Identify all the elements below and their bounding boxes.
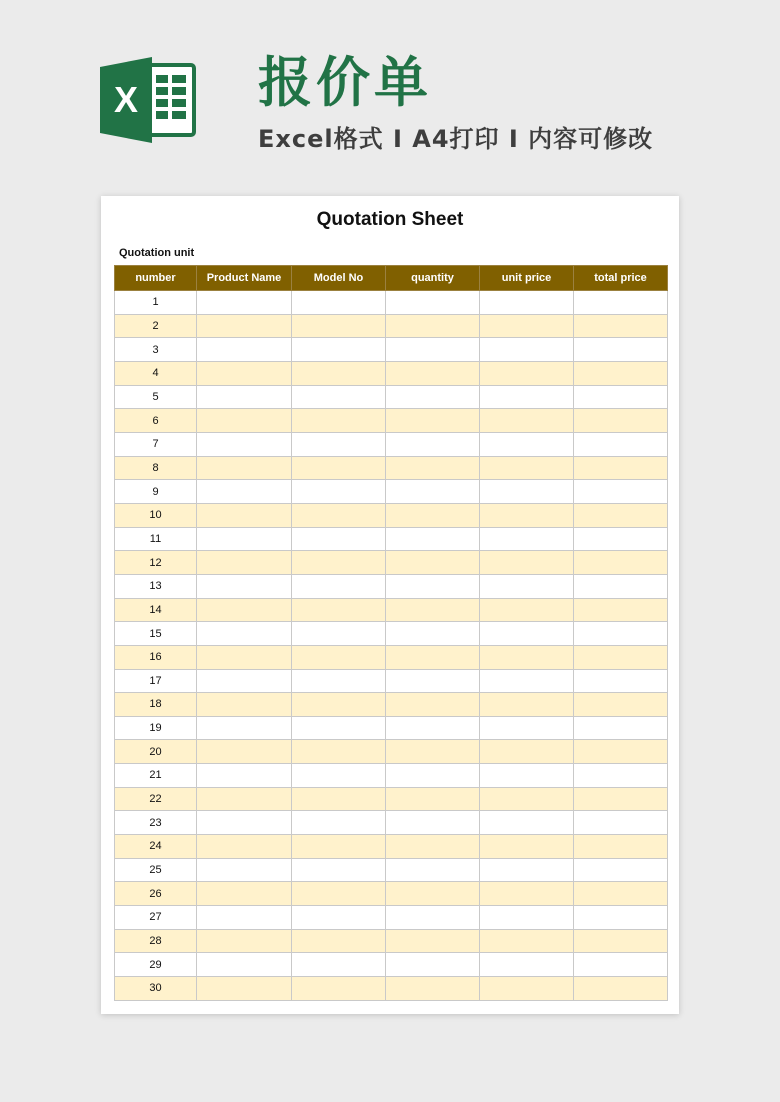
quantity-cell[interactable] (386, 693, 480, 717)
total-price-cell[interactable] (574, 645, 668, 669)
model-no-cell[interactable] (292, 291, 386, 315)
row-number-cell: 11 (115, 527, 197, 551)
model-no-cell[interactable] (292, 953, 386, 977)
unit-price-cell[interactable] (480, 858, 574, 882)
quantity-cell[interactable] (386, 764, 480, 788)
banner-title: 报价单 (258, 51, 432, 114)
excel-logo-icon (100, 57, 196, 143)
product-name-cell[interactable] (197, 551, 292, 575)
quantity-cell[interactable] (386, 598, 480, 622)
column-header-number: number (115, 266, 197, 291)
model-no-cell[interactable] (292, 361, 386, 385)
model-no-cell[interactable] (292, 835, 386, 859)
product-name-cell[interactable] (197, 409, 292, 433)
model-no-cell[interactable] (292, 740, 386, 764)
product-name-cell[interactable] (197, 693, 292, 717)
product-name-cell[interactable] (197, 432, 292, 456)
quantity-cell[interactable] (386, 409, 480, 433)
model-no-cell[interactable] (292, 409, 386, 433)
product-name-cell[interactable] (197, 977, 292, 1001)
row-number-cell: 15 (115, 622, 197, 646)
table-row (115, 929, 668, 953)
row-number-cell: 8 (115, 456, 197, 480)
table-row (115, 574, 668, 598)
banner-subtitle: Excel格式 I A4打印 I 内容可修改 (258, 125, 654, 153)
quantity-cell[interactable] (386, 835, 480, 859)
table-row (115, 291, 668, 315)
product-name-cell[interactable] (197, 622, 292, 646)
table-row (115, 338, 668, 362)
row-number-cell: 16 (115, 645, 197, 669)
product-name-cell[interactable] (197, 929, 292, 953)
row-number-cell: 18 (115, 693, 197, 717)
model-no-cell[interactable] (292, 929, 386, 953)
row-number-cell: 17 (115, 669, 197, 693)
row-number-cell: 23 (115, 811, 197, 835)
unit-price-cell[interactable] (480, 645, 574, 669)
table-row (115, 906, 668, 930)
table-row (115, 314, 668, 338)
model-no-cell[interactable] (292, 338, 386, 362)
product-name-cell[interactable] (197, 740, 292, 764)
table-row (115, 835, 668, 859)
total-price-cell[interactable] (574, 361, 668, 385)
unit-price-cell[interactable] (480, 574, 574, 598)
model-no-cell[interactable] (292, 622, 386, 646)
total-price-cell[interactable] (574, 882, 668, 906)
quotation-sheet-page (101, 196, 679, 1014)
model-no-cell[interactable] (292, 574, 386, 598)
unit-price-cell[interactable] (480, 669, 574, 693)
row-number-cell: 29 (115, 953, 197, 977)
unit-price-cell[interactable] (480, 740, 574, 764)
table-row (115, 787, 668, 811)
unit-price-cell[interactable] (480, 551, 574, 575)
table-row (115, 409, 668, 433)
quantity-cell[interactable] (386, 361, 480, 385)
row-number-cell: 13 (115, 574, 197, 598)
product-name-cell[interactable] (197, 338, 292, 362)
model-no-cell[interactable] (292, 503, 386, 527)
unit-price-cell[interactable] (480, 764, 574, 788)
total-price-cell[interactable] (574, 480, 668, 504)
total-price-cell[interactable] (574, 669, 668, 693)
quantity-cell[interactable] (386, 645, 480, 669)
total-price-cell[interactable] (574, 527, 668, 551)
quantity-cell[interactable] (386, 740, 480, 764)
total-price-cell[interactable] (574, 551, 668, 575)
model-no-cell[interactable] (292, 480, 386, 504)
quotation-table (114, 265, 668, 1001)
product-name-cell[interactable] (197, 503, 292, 527)
total-price-cell[interactable] (574, 456, 668, 480)
product-name-cell[interactable] (197, 598, 292, 622)
table-header-row (115, 266, 668, 291)
quantity-cell[interactable] (386, 291, 480, 315)
unit-price-cell[interactable] (480, 527, 574, 551)
table-row (115, 977, 668, 1001)
model-no-cell[interactable] (292, 693, 386, 717)
quantity-cell[interactable] (386, 669, 480, 693)
quantity-cell[interactable] (386, 551, 480, 575)
model-no-cell[interactable] (292, 598, 386, 622)
quantity-cell[interactable] (386, 314, 480, 338)
column-header-total-price: total price (574, 266, 668, 291)
row-number-cell: 27 (115, 906, 197, 930)
row-number-cell: 24 (115, 835, 197, 859)
row-number-cell: 21 (115, 764, 197, 788)
model-no-cell[interactable] (292, 882, 386, 906)
row-number-cell: 5 (115, 385, 197, 409)
unit-price-cell[interactable] (480, 314, 574, 338)
table-row (115, 527, 668, 551)
quantity-cell[interactable] (386, 882, 480, 906)
row-number-cell: 4 (115, 361, 197, 385)
total-price-cell[interactable] (574, 598, 668, 622)
unit-price-cell[interactable] (480, 338, 574, 362)
total-price-cell[interactable] (574, 338, 668, 362)
product-name-cell[interactable] (197, 764, 292, 788)
table-row (115, 385, 668, 409)
product-name-cell[interactable] (197, 361, 292, 385)
total-price-cell[interactable] (574, 906, 668, 930)
model-no-cell[interactable] (292, 456, 386, 480)
unit-price-cell[interactable] (480, 480, 574, 504)
model-no-cell[interactable] (292, 314, 386, 338)
quantity-cell[interactable] (386, 338, 480, 362)
table-row (115, 480, 668, 504)
table-row (115, 693, 668, 717)
unit-price-cell[interactable] (480, 906, 574, 930)
model-no-cell[interactable] (292, 527, 386, 551)
model-no-cell[interactable] (292, 645, 386, 669)
quantity-cell[interactable] (386, 811, 480, 835)
table-row (115, 858, 668, 882)
row-number-cell: 12 (115, 551, 197, 575)
model-no-cell[interactable] (292, 432, 386, 456)
table-body (115, 291, 668, 1001)
unit-price-cell[interactable] (480, 929, 574, 953)
table-row (115, 953, 668, 977)
total-price-cell[interactable] (574, 291, 668, 315)
model-no-cell[interactable] (292, 764, 386, 788)
row-number-cell: 30 (115, 977, 197, 1001)
model-no-cell[interactable] (292, 811, 386, 835)
table-row (115, 882, 668, 906)
product-name-cell[interactable] (197, 787, 292, 811)
total-price-cell[interactable] (574, 314, 668, 338)
table-row (115, 551, 668, 575)
table-row (115, 361, 668, 385)
quantity-cell[interactable] (386, 574, 480, 598)
model-no-cell[interactable] (292, 551, 386, 575)
row-number-cell: 10 (115, 503, 197, 527)
model-no-cell[interactable] (292, 787, 386, 811)
table-row (115, 811, 668, 835)
product-name-cell[interactable] (197, 906, 292, 930)
quantity-cell[interactable] (386, 977, 480, 1001)
model-no-cell[interactable] (292, 906, 386, 930)
unit-price-cell[interactable] (480, 598, 574, 622)
unit-price-cell[interactable] (480, 882, 574, 906)
product-name-cell[interactable] (197, 645, 292, 669)
quotation-unit-label: Quotation unit (119, 247, 195, 259)
unit-price-cell[interactable] (480, 953, 574, 977)
total-price-cell[interactable] (574, 977, 668, 1001)
product-name-cell[interactable] (197, 385, 292, 409)
quantity-cell[interactable] (386, 503, 480, 527)
product-name-cell[interactable] (197, 291, 292, 315)
total-price-cell[interactable] (574, 622, 668, 646)
row-number-cell: 20 (115, 740, 197, 764)
row-number-cell: 26 (115, 882, 197, 906)
total-price-cell[interactable] (574, 716, 668, 740)
total-price-cell[interactable] (574, 835, 668, 859)
product-name-cell[interactable] (197, 314, 292, 338)
unit-price-cell[interactable] (480, 361, 574, 385)
total-price-cell[interactable] (574, 432, 668, 456)
row-number-cell: 7 (115, 432, 197, 456)
model-no-cell[interactable] (292, 669, 386, 693)
unit-price-cell[interactable] (480, 385, 574, 409)
quantity-cell[interactable] (386, 527, 480, 551)
quantity-cell[interactable] (386, 622, 480, 646)
row-number-cell: 2 (115, 314, 197, 338)
product-name-cell[interactable] (197, 858, 292, 882)
column-header-quantity: quantity (386, 266, 480, 291)
product-name-cell[interactable] (197, 811, 292, 835)
product-name-cell[interactable] (197, 480, 292, 504)
row-number-cell: 22 (115, 787, 197, 811)
product-name-cell[interactable] (197, 882, 292, 906)
total-price-cell[interactable] (574, 693, 668, 717)
total-price-cell[interactable] (574, 953, 668, 977)
unit-price-cell[interactable] (480, 291, 574, 315)
column-header-model-no: Model No (292, 266, 386, 291)
row-number-cell: 3 (115, 338, 197, 362)
product-name-cell[interactable] (197, 716, 292, 740)
total-price-cell[interactable] (574, 503, 668, 527)
product-name-cell[interactable] (197, 953, 292, 977)
table-row (115, 645, 668, 669)
quantity-cell[interactable] (386, 385, 480, 409)
product-name-cell[interactable] (197, 669, 292, 693)
row-number-cell: 14 (115, 598, 197, 622)
unit-price-cell[interactable] (480, 456, 574, 480)
table-row (115, 622, 668, 646)
total-price-cell[interactable] (574, 385, 668, 409)
total-price-cell[interactable] (574, 787, 668, 811)
total-price-cell[interactable] (574, 574, 668, 598)
row-number-cell: 6 (115, 409, 197, 433)
quantity-cell[interactable] (386, 456, 480, 480)
model-no-cell[interactable] (292, 716, 386, 740)
unit-price-cell[interactable] (480, 811, 574, 835)
unit-price-cell[interactable] (480, 977, 574, 1001)
table-row (115, 598, 668, 622)
model-no-cell[interactable] (292, 977, 386, 1001)
model-no-cell[interactable] (292, 858, 386, 882)
total-price-cell[interactable] (574, 764, 668, 788)
row-number-cell: 1 (115, 291, 197, 315)
product-name-cell[interactable] (197, 835, 292, 859)
unit-price-cell[interactable] (480, 622, 574, 646)
table-row (115, 456, 668, 480)
table-row (115, 740, 668, 764)
sheet-title: Quotation Sheet (316, 209, 464, 230)
row-number-cell: 28 (115, 929, 197, 953)
product-name-cell[interactable] (197, 456, 292, 480)
quantity-cell[interactable] (386, 929, 480, 953)
quantity-cell[interactable] (386, 480, 480, 504)
quantity-cell[interactable] (386, 787, 480, 811)
row-number-cell: 9 (115, 480, 197, 504)
product-name-cell[interactable] (197, 574, 292, 598)
total-price-cell[interactable] (574, 858, 668, 882)
logo-letter: X (113, 79, 139, 120)
unit-price-cell[interactable] (480, 787, 574, 811)
unit-price-cell[interactable] (480, 835, 574, 859)
unit-price-cell[interactable] (480, 503, 574, 527)
product-name-cell[interactable] (197, 527, 292, 551)
model-no-cell[interactable] (292, 385, 386, 409)
unit-price-cell[interactable] (480, 409, 574, 433)
table-row (115, 503, 668, 527)
quantity-cell[interactable] (386, 432, 480, 456)
table-row (115, 669, 668, 693)
row-number-cell: 19 (115, 716, 197, 740)
total-price-cell[interactable] (574, 409, 668, 433)
quantity-cell[interactable] (386, 858, 480, 882)
unit-price-cell[interactable] (480, 716, 574, 740)
unit-price-cell[interactable] (480, 432, 574, 456)
total-price-cell[interactable] (574, 740, 668, 764)
unit-price-cell[interactable] (480, 693, 574, 717)
column-header-product-name: Product Name (197, 266, 292, 291)
column-header-unit-price: unit price (480, 266, 574, 291)
table-row (115, 716, 668, 740)
row-number-cell: 25 (115, 858, 197, 882)
table-row (115, 432, 668, 456)
table-row (115, 764, 668, 788)
quantity-cell[interactable] (386, 953, 480, 977)
quantity-cell[interactable] (386, 906, 480, 930)
total-price-cell[interactable] (574, 811, 668, 835)
total-price-cell[interactable] (574, 929, 668, 953)
quantity-cell[interactable] (386, 716, 480, 740)
